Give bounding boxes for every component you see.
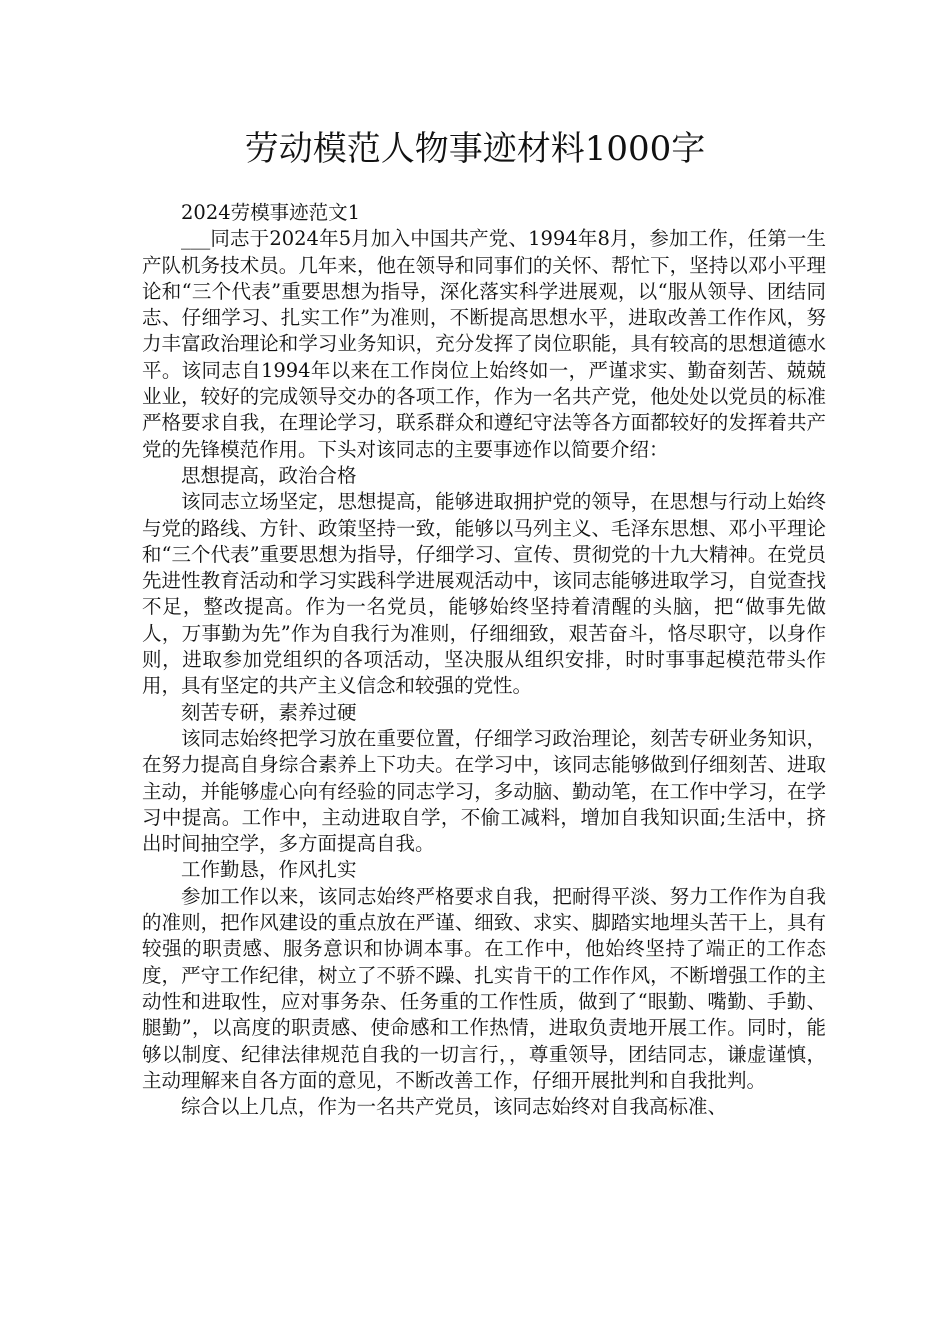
document-title: 劳动模范人物事迹材料1000字 bbox=[244, 129, 706, 169]
paragraph-summary: 综合以上几点，作为一名共产党员，该同志始终对自我高标准、 bbox=[181, 1095, 728, 1119]
section-heading-work: 工作勤恳，作风扎实 bbox=[181, 858, 357, 882]
section-heading-study: 刻苦专研，素养过硬 bbox=[181, 700, 357, 724]
document-body bbox=[142, 200, 826, 1120]
document-subtitle: 2024劳模事迹范文1 bbox=[181, 201, 361, 224]
section-heading-ideology: 思想提高，政治合格 bbox=[181, 463, 357, 487]
paragraph-intro: ___同志于2024年5月加入中国共产党、1994年8月，参加工作，任第一生产队机务技术员。几年来，他在领导和同事们的关怀、帮忙下，坚持以邓小平理论和“三个代表”重要思想为指导，深化落实科学进展观，以“服从领导、团结同志、仔细学习、扎实工作”为准则，不断提高思想水平，进取改善工作作风，努力丰富政治理论和学习业务知识，充分发挥了岗位职能，具有较高的思想道德水平。该同志自1994年以来在工作岗位上始终如一，严谨求实、勤奋刻苦、兢兢业业，较好的完成领导交办的各项工作，作为一名共产党，他处处以党员的标准严格要求自我，在理论学习，联系群众和遵纪守法等各方面都较好的发挥着共产党的先锋模范作用。下头对该同志的主要事迹作以简要介绍： bbox=[142, 227, 826, 461]
paragraph-work: 参加工作以来，该同志始终严格要求自我，把耐得平淡、努力工作作为自我的准则，把作风建设的重点放在严谨、细致、求实、脚踏实地埋头苦干上，具有较强的职责感、服务意识和协调本事。在工作中，他始终坚持了端正的工作态度，严守工作纪律，树立了不骄不躁、扎实肯干的工作作风，不断增强工作的主动性和进取性，应对事务杂、任务重的工作性质，做到了“眼勤、嘴勤、手勤、腿勤”，以高度的职责感、使命感和工作热情，进取负责地开展工作。同时，能够以制度、纪律法律规范自我的一切言行，，尊重领导，团结同志，谦虚谨慎，主动理解来自各方面的意见，不断改善工作，仔细开展批判和自我批判。 bbox=[142, 884, 826, 1092]
paragraph-ideology: 该同志立场坚定，思想提高，能够进取拥护党的领导，在思想与行动上始终与党的路线、方针、政策坚持一致，能够以马列主义、毛泽东思想、邓小平理论和“三个代表”重要思想为指导，仔细学习、宣传、贯彻党的十九大精神。在党员先进性教育活动和学习实践科学进展观活动中，该同志能够进取学习，自觉查找不足，整改提高。作为一名党员，能够始终坚持着清醒的头脑，把“做事先做人，万事勤为先”作为自我行为准则，仔细细致，艰苦奋斗，恪尽职守，以身作则，进取参加党组织的各项活动，坚决服从组织安排，时时事事起模范带头作用，具有坚定的共产主义信念和较强的党性。 bbox=[142, 490, 826, 698]
paragraph-study: 该同志始终把学习放在重要位置，仔细学习政治理论，刻苦专研业务知识，在努力提高自身综合素养上下功夫。在学习中，该同志能够做到仔细刻苦、进取主动，并能够虚心向有经验的同志学习，多动脑、勤动笔，在工作中学习，在学习中提高。工作中，主动进取自学，不偷工减料，增加自我知识面;生活中，挤出时间抽空学，多方面提高自我。 bbox=[142, 726, 826, 856]
